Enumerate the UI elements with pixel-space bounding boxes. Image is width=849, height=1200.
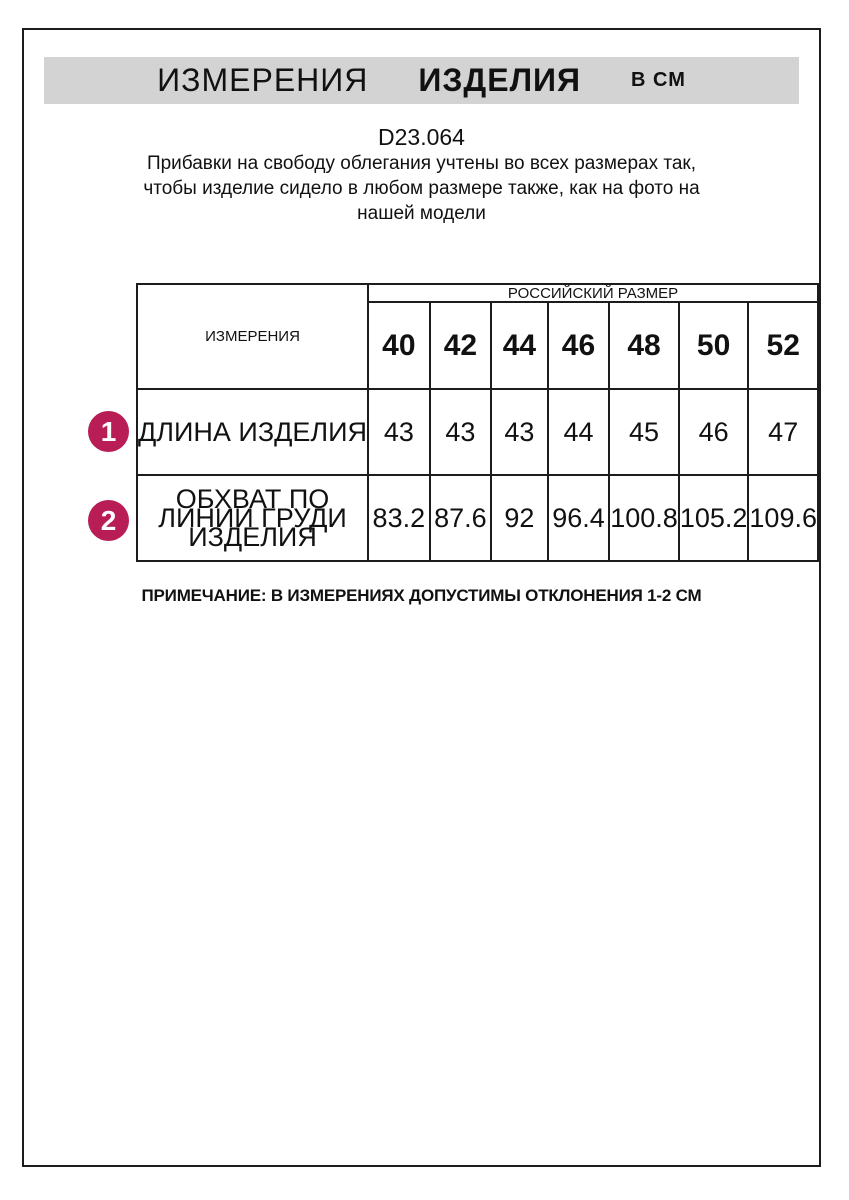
size-header-cell: 42: [430, 302, 492, 389]
description-line: нашей модели: [357, 203, 486, 224]
size-header-cell: 40: [368, 302, 430, 389]
tolerance-note: ПРИМЕЧАНИЕ: В ИЗМЕРЕНИЯХ ДОПУСТИМЫ ОТКЛОНЕНИЯ 1-2 СМ: [141, 586, 702, 605]
value-cell: 43: [491, 389, 548, 475]
size-header-cell: 50: [679, 302, 749, 389]
title-product: ИЗДЕЛИЯ: [418, 62, 582, 98]
description-line: Прибавки на свободу облегания учтены во всех размерах так,: [146, 153, 697, 174]
size-header-cell: 48: [609, 302, 679, 389]
value-cell: 109.6: [748, 475, 818, 561]
row-label-length: ДЛИНА ИЗДЕЛИЯ: [137, 389, 368, 475]
title-measurements: ИЗМЕРЕНИЯ: [157, 62, 369, 98]
size-table: [136, 283, 819, 562]
value-cell: 43: [430, 389, 492, 475]
size-header-cell: 52: [748, 302, 818, 389]
value-cell: 47: [748, 389, 818, 475]
size-header-cell: 44: [491, 302, 548, 389]
size-header-cell: 46: [548, 302, 610, 389]
group-header-cell: РОССИЙСКИЙ РАЗМЕР: [368, 284, 818, 302]
description-line: чтобы изделие сидело в любом размере также, как на фото на: [143, 178, 700, 199]
value-cell: 92: [491, 475, 548, 561]
value-cell: 43: [368, 389, 430, 475]
product-description: [24, 151, 819, 226]
table-row: [137, 284, 818, 302]
value-cell: 105.2: [679, 475, 749, 561]
table-row: [137, 475, 818, 561]
value-cell: 44: [548, 389, 610, 475]
value-cell: 83.2: [368, 475, 430, 561]
value-cell: 46: [679, 389, 749, 475]
title-banner: [44, 57, 799, 104]
row-label-chest: ОБХВАТ ПО ЛИНИИ ГРУДИ ИЗДЕЛИЯ: [137, 475, 368, 561]
table-row: [137, 389, 818, 475]
value-cell: 45: [609, 389, 679, 475]
corner-header-cell: ИЗМЕРЕНИЯ: [137, 284, 368, 389]
row-number-badge-2: 2: [88, 500, 129, 541]
document-page: [22, 28, 821, 1167]
value-cell: 87.6: [430, 475, 492, 561]
product-code: D23.064: [378, 124, 465, 150]
row-number-badge-1: 1: [88, 411, 129, 452]
title-units: В СМ: [631, 69, 686, 91]
value-cell: 96.4: [548, 475, 610, 561]
value-cell: 100.8: [609, 475, 679, 561]
